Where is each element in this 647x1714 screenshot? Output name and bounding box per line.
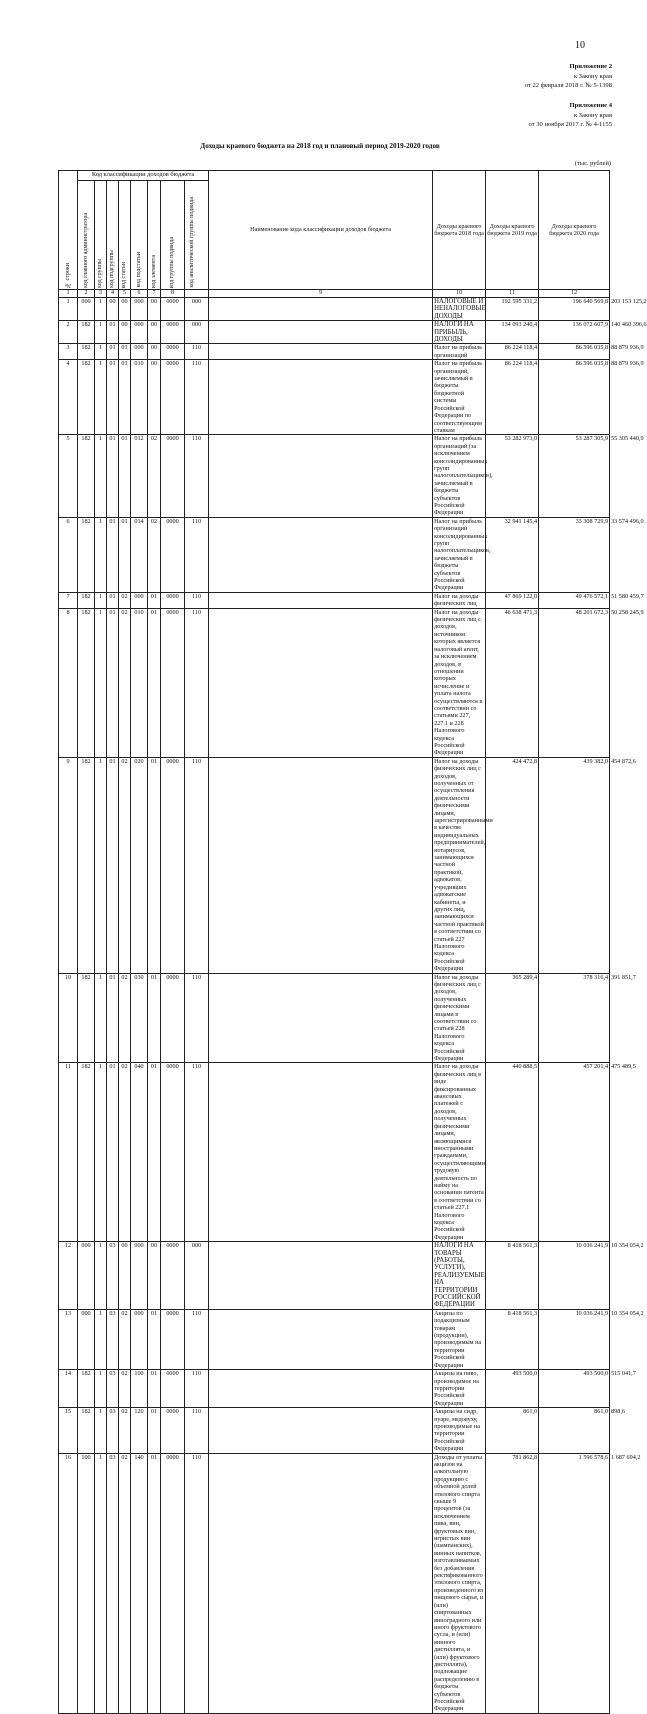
code-cell: 01 (107, 517, 119, 592)
code-cell: 0000 (161, 1063, 185, 1242)
spacer-cell (209, 608, 433, 757)
code-cell: 0000 (161, 360, 185, 435)
appendix-4-block (528, 101, 612, 130)
row-number: 5 (59, 435, 78, 517)
row-number: 2 (59, 321, 78, 344)
table-row: 1 000 1 00 00 000 00 0000 000 НАЛОГОВЫЕ И НЕНАЛОГОВЫЕ ДОХОДЫ 192 595 331,2 196 640 569,8 203 153 125,2 (59, 298, 610, 321)
code-cell: 02 (119, 1408, 131, 1453)
spacer-cell (209, 435, 433, 517)
code-cell: 03 (107, 1309, 119, 1369)
code-cell: 014 (131, 517, 148, 592)
code-cell: 01 (148, 608, 161, 757)
spacer-cell (209, 757, 433, 973)
row-number: 4 (59, 360, 78, 435)
table-row: 4 182 1 01 01 010 00 0000 110 Налог на прибыль организаций, зачисляемый в бюджеты бюджетной системы Российской Федерации по соответствующим ставкам 86 224 118,4 86 596 035,8 88 879 936,9 (59, 360, 610, 435)
spacer-cell (209, 298, 433, 321)
row-number: 1 (59, 298, 78, 321)
row-number: 10 (59, 973, 78, 1063)
code-element-header: код элемента (148, 181, 161, 290)
code-cell: 120 (131, 1408, 148, 1453)
code-cell: 0000 (161, 344, 185, 360)
code-cell: 110 (185, 973, 209, 1063)
code-cell: 0000 (161, 1408, 185, 1453)
code-cell: 01 (119, 435, 131, 517)
spacer-cell (209, 321, 433, 344)
value-2018: 8 418 561,3 (486, 1309, 539, 1369)
code-group-header: Код классификации доходов бюджета (78, 171, 209, 181)
value-2019: 53 287 305,9 (539, 435, 610, 517)
code-cell: 000 (131, 298, 148, 321)
code-cell: 1 (95, 973, 107, 1063)
code-cell: 000 (78, 298, 95, 321)
table-row: 5 182 1 01 01 012 02 0000 110 Налог на прибыль организаций (за исключением консолидированных групп налогоплательщиков), зачисляемый в бюджеты субъектов Российской Федерации 53 282 973,0 53 287 305,9 55 305 440,9 (59, 435, 610, 517)
code-cell: 110 (185, 517, 209, 592)
code-cell: 1 (95, 360, 107, 435)
code-subarticle-header: код подстатьи (131, 181, 148, 290)
spacer-cell (209, 1408, 433, 1453)
spacer-cell (209, 517, 433, 592)
code-cell: 01 (119, 360, 131, 435)
code-cell: 182 (78, 1408, 95, 1453)
code-cell: 0000 (161, 435, 185, 517)
code-subgroup-header: код подгруппы (107, 181, 119, 290)
code-cell: 000 (78, 1309, 95, 1369)
row-number: 13 (59, 1309, 78, 1369)
row-number: 8 (59, 608, 78, 757)
code-cell: 02 (148, 435, 161, 517)
table-row: 12 000 1 03 00 000 00 0000 000 НАЛОГИ НА ТОВАРЫ (РАБОТЫ, УСЛУГИ), РЕАЛИЗУЕМЫЕ НА ТЕРРИТОРИИ РОССИЙСКОЙ ФЕДЕРАЦИИ 8 418 561,3 10 036 241,9 10 354 054,2 (59, 1242, 610, 1310)
column-numbers-row: 1 2 3 4 5 6 7 8 9 10 11 12 (59, 290, 610, 298)
code-cell: 140 (131, 1453, 148, 1713)
code-cell: 110 (185, 1063, 209, 1242)
code-cell: 1 (95, 517, 107, 592)
value-2019: 493 500,0 (539, 1370, 610, 1408)
code-cell: 00 (119, 321, 131, 344)
revenue-table (58, 170, 647, 1714)
code-admin-header: код главного администратора (78, 181, 95, 290)
value-2018: 86 224 118,4 (486, 344, 539, 360)
row-number: 12 (59, 1242, 78, 1310)
code-cell: 012 (131, 435, 148, 517)
appendix-4-line1: к Закону края (573, 111, 612, 119)
row-name: Акцизы по подакцизным товарам (продукции), производимым на территории Российской Федерации (433, 1309, 486, 1369)
code-cell: 00 (148, 321, 161, 344)
code-cell: 01 (107, 360, 119, 435)
code-cell: 100 (131, 1370, 148, 1408)
row-name: Налог на прибыль организаций консолидированных групп налогоплательщиков, зачисляемый в бюджеты субъектов Российской Федерации (434, 517, 491, 592)
code-cell: 0000 (161, 321, 185, 344)
row-name: НАЛОГИ НА ПРИБЫЛЬ, ДОХОДЫ (433, 321, 486, 344)
row-number: 7 (59, 592, 78, 608)
row-number: 14 (59, 1370, 78, 1408)
code-cell: 182 (78, 973, 95, 1063)
code-cell: 1 (95, 1242, 107, 1310)
row-number: 11 (59, 1063, 78, 1242)
code-cell: 1 (95, 592, 107, 608)
code-cell: 01 (119, 344, 131, 360)
code-cell: 0000 (161, 608, 185, 757)
code-cell: 01 (119, 517, 131, 592)
row-name: Налог на доходы физических лиц с доходов, полученных физическими лицами в соответствии со статьей 228 Налогового кодекса Российской Федерации (433, 973, 486, 1063)
value-2019: 86 596 035,8 (539, 360, 610, 435)
table-row: 2 182 1 01 00 000 00 0000 000 НАЛОГИ НА ПРИБЫЛЬ, ДОХОДЫ 134 093 240,4 136 072 607,9 140 460 396,6 (59, 321, 610, 344)
appendix-2-block (525, 62, 612, 91)
row-number: 6 (59, 517, 78, 592)
row-name: Налог на доходы физических лиц с доходов, источником которых является налоговый агент, за исключением доходов, в отношении которых исчисление и уплата налога осуществляются в соответствии со статьями 227, 227.1 и 228 Налогового кодекса Российской Федерации (433, 608, 486, 757)
table-row: 15 182 1 03 02 120 01 0000 110 Акцизы на сидр, пуаре, медовуху, производимые на территории Российской Федерации 861,0 861,0 898,6 (59, 1408, 610, 1453)
row-name: НАЛОГИ НА ТОВАРЫ (РАБОТЫ, УСЛУГИ), РЕАЛИЗУЕМЫЕ НА ТЕРРИТОРИИ РОССИЙСКОЙ ФЕДЕРАЦИИ (434, 1242, 485, 1309)
value-2018: 86 224 118,4 (486, 360, 539, 435)
value-2019: 378 316,4 (539, 973, 610, 1063)
code-cell: 000 (131, 321, 148, 344)
code-cell: 000 (131, 592, 148, 608)
code-cell: 040 (131, 1063, 148, 1242)
value-2018: 493 500,0 (486, 1370, 539, 1408)
code-cell: 182 (78, 1063, 95, 1242)
code-cell: 02 (148, 517, 161, 592)
spacer-cell (209, 592, 433, 608)
code-cell: 110 (185, 344, 209, 360)
code-cell: 110 (185, 757, 209, 973)
value-2019: 48 201 672,3 (539, 608, 610, 757)
spacer-cell (209, 1370, 433, 1408)
code-cell: 1 (95, 1453, 107, 1713)
code-cell: 00 (119, 298, 131, 321)
code-cell: 00 (148, 344, 161, 360)
code-cell: 03 (107, 1242, 119, 1310)
code-cell: 03 (107, 1370, 119, 1408)
table-row: 10 182 1 01 02 030 01 0000 110 Налог на доходы физических лиц с доходов, полученных физическими лицами в соответствии со статьей 228 Налогового кодекса Российской Федерации 365 289,4 378 316,4 391 851,7 (59, 973, 610, 1063)
code-cell: 1 (95, 608, 107, 757)
table-row: 13 000 1 03 02 000 01 0000 110 Акцизы по подакцизным товарам (продукции), производимым на территории Российской Федерации 8 418 561,3 10 036 241,9 10 354 054,2 (59, 1309, 610, 1369)
code-cell: 000 (131, 1242, 148, 1310)
code-cell: 02 (119, 1453, 131, 1713)
table-row: 8 182 1 01 02 010 01 0000 110 Налог на доходы физических лиц с доходов, источником которых является налоговый агент, за исключением доходов, в отношении которых исчисление и уплата налога осуществляются в соответствии со статьями 227, 227.1 и 228 Налогового кодекса Российской Федерации 46 638 471,3 48 201 672,3 50 258 245,9 (59, 608, 610, 757)
spacer-cell (209, 344, 433, 360)
code-cell: 030 (131, 973, 148, 1063)
table-row: 11 182 1 01 02 040 01 0000 110 Налог на доходы физических лиц в виде фиксированных авансовых платежей с доходов, полученных физическими лицами, являющимися иностранными гражданами, осуществляющими трудовую деятельность по найму на основании патента в соответствии со статьей 227.1 Налогового кодекса Российской Федерации 440 888,5 457 201,4 475 489,5 (59, 1063, 610, 1242)
value-2019: 10 036 241,9 (539, 1242, 610, 1310)
value-2019: 10 036 241,9 (539, 1309, 610, 1369)
spacer-cell (209, 1309, 433, 1369)
code-cell: 0000 (161, 1309, 185, 1369)
code-cell: 0000 (161, 1242, 185, 1310)
code-cell: 02 (119, 608, 131, 757)
code-subtype-group-header: код группы подвида (161, 181, 185, 290)
code-cell: 01 (107, 1063, 119, 1242)
table-body (59, 298, 647, 1714)
value-2019: 33 308 729,9 (539, 517, 610, 592)
code-cell: 00 (148, 1242, 161, 1310)
code-cell: 0000 (161, 973, 185, 1063)
code-cell: 01 (148, 757, 161, 973)
row-name: НАЛОГОВЫЕ И НЕНАЛОГОВЫЕ ДОХОДЫ (434, 298, 486, 320)
value-2018: 134 093 240,4 (486, 321, 539, 344)
code-cell: 01 (107, 321, 119, 344)
row-name: Налог на прибыль организаций (433, 344, 486, 360)
code-cell: 1 (95, 1370, 107, 1408)
value-2018: 781 862,8 (486, 1453, 539, 1713)
code-cell: 00 (148, 360, 161, 435)
code-cell: 010 (131, 608, 148, 757)
code-cell: 1 (95, 1309, 107, 1369)
table-row: 9 182 1 01 02 020 01 0000 110 Налог на доходы физических лиц с доходов, полученных от осуществления деятельности физическими лицами, зарегистрированными в качестве индивидуальных предпринимателей, нотариусов, занимающихся частной практикой, адвокатов, учредивших адвокатские кабинеты, и других лиц, занимающихся частной практикой в соответствии со статьей 227 Налогового кодекса Российской Федерации 424 472,8 439 382,0 454 872,6 (59, 757, 610, 973)
document-title: Доходы краевого бюджета на 2018 год и плановый период 2019-2020 годов (200, 142, 440, 150)
row-name: Налог на прибыль организаций, зачисляемый в бюджеты бюджетной системы Российской Федерации по соответствующим ставкам (433, 360, 486, 435)
code-cell: 110 (185, 1309, 209, 1369)
code-cell: 00 (119, 1242, 131, 1310)
code-cell: 01 (107, 757, 119, 973)
code-cell: 182 (78, 435, 95, 517)
row-name: Акцизы на пиво, производимое на территории Российской Федерации (433, 1370, 486, 1408)
code-cell: 01 (148, 592, 161, 608)
value-2019: 861,0 (539, 1408, 610, 1453)
code-cell: 01 (148, 1309, 161, 1369)
value-2018: 192 595 331,2 (486, 298, 539, 321)
code-cell: 01 (148, 1408, 161, 1453)
code-cell: 01 (107, 344, 119, 360)
appendix-2-line2: от 22 февраля 2018 г. № 5-1398 (524, 82, 612, 89)
value-2019: 457 201,4 (539, 1063, 610, 1242)
table-row: 7 182 1 01 02 000 01 0000 110 Налог на доходы физических лиц 47 869 122,0 49 476 572,1 51 580 459,7 (59, 592, 610, 608)
code-cell: 110 (185, 1408, 209, 1453)
units-label: (тыс. рублей) (574, 160, 611, 167)
value-2019: 86 596 035,8 (539, 344, 610, 360)
code-cell: 182 (78, 1370, 95, 1408)
code-cell: 1 (95, 344, 107, 360)
row-name: Налог на доходы физических лиц в виде фиксированных авансовых платежей с доходов, полученных физическими лицами, являющимися иностранными гражданами, осуществляющими трудовую деятельность по найму на основании патента в соответствии со статьей 227.1 Налогового кодекса Российской Федерации (434, 1063, 485, 1241)
code-cell: 110 (185, 608, 209, 757)
code-cell: 020 (131, 757, 148, 973)
code-cell: 110 (185, 592, 209, 608)
code-cell: 01 (148, 973, 161, 1063)
code-cell: 1 (95, 1063, 107, 1242)
code-cell: 01 (148, 1063, 161, 1242)
value-2019: 196 640 569,8 (539, 298, 610, 321)
code-cell: 182 (78, 592, 95, 608)
appendix-4-title: Приложение 4 (569, 102, 612, 109)
code-cell: 010 (131, 360, 148, 435)
row-name: Налог на прибыль организаций (за исключением консолидированных групп налогоплательщиков), зачисляемый в бюджеты субъектов Российской Федерации (434, 435, 493, 517)
value-2018: 8 418 561,3 (486, 1242, 539, 1310)
spacer-cell (209, 360, 433, 435)
value-2019: 136 072 607,9 (539, 321, 610, 344)
row-number: 16 (59, 1453, 78, 1713)
value-2019: 439 382,0 (539, 757, 610, 973)
row-number: 9 (59, 757, 78, 973)
name-header: Наименование кода классификации доходов бюджета (209, 171, 433, 290)
appendix-4-line2: от 30 ноября 2017 г. № 4-1155 (528, 121, 612, 128)
code-cell: 182 (78, 757, 95, 973)
code-cell: 000 (131, 344, 148, 360)
code-cell: 01 (148, 1453, 161, 1713)
code-cell: 02 (119, 1370, 131, 1408)
value-2019: 1 596 578,6 (539, 1453, 610, 1713)
code-cell: 182 (78, 321, 95, 344)
code-cell: 02 (119, 592, 131, 608)
code-cell: 000 (185, 298, 209, 321)
value-2018: 47 869 122,0 (486, 592, 539, 608)
row-name: Акцизы на сидр, пуаре, медовуху, производимые на территории Российской Федерации (433, 1408, 486, 1453)
code-cell: 1 (95, 321, 107, 344)
value-2018: 365 289,4 (486, 973, 539, 1063)
year-2018-header: Доходы краевого бюджета 2018 года (433, 171, 486, 290)
code-cell: 02 (119, 973, 131, 1063)
table-row: 6 182 1 01 01 014 02 0000 110 Налог на прибыль организаций консолидированных групп налогоплательщиков, зачисляемый в бюджеты субъектов Российской Федерации 32 941 145,4 33 308 729,9 33 574 496,0 (59, 517, 610, 592)
value-2018: 32 941 145,4 (486, 517, 539, 592)
code-cell: 0000 (161, 517, 185, 592)
row-number: 3 (59, 344, 78, 360)
code-cell: 182 (78, 360, 95, 435)
code-cell: 01 (107, 435, 119, 517)
code-cell: 01 (107, 973, 119, 1063)
code-cell: 1 (95, 757, 107, 973)
code-cell: 00 (107, 298, 119, 321)
code-cell: 02 (119, 757, 131, 973)
row-name: Налог на доходы физических лиц (433, 592, 486, 608)
code-cell: 0000 (161, 1370, 185, 1408)
value-2018: 424 472,8 (486, 757, 539, 973)
code-cell: 01 (107, 608, 119, 757)
value-2019: 49 476 572,1 (539, 592, 610, 608)
code-cell: 182 (78, 517, 95, 592)
table-row: 14 182 1 03 02 100 01 0000 110 Акцизы на пиво, производимое на территории Российской Федерации 493 500,0 493 500,0 515 041,7 (59, 1370, 610, 1408)
code-cell: 02 (119, 1309, 131, 1369)
code-cell: 100 (78, 1453, 95, 1713)
code-cell: 03 (107, 1408, 119, 1453)
code-cell: 110 (185, 360, 209, 435)
spacer-cell (209, 1453, 433, 1713)
appendix-2-line1: к Закону края (573, 72, 612, 80)
code-cell: 0000 (161, 592, 185, 608)
code-cell: 02 (119, 1063, 131, 1242)
value-2018: 53 282 973,0 (486, 435, 539, 517)
spacer-cell (209, 1242, 433, 1310)
appendix-2-title: Приложение 2 (569, 63, 612, 70)
code-cell: 0000 (161, 298, 185, 321)
code-cell: 182 (78, 608, 95, 757)
value-2018: 861,0 (486, 1408, 539, 1453)
page-number: 10 (575, 40, 585, 51)
row-number-header: № строки (59, 171, 78, 290)
code-group-col-header: код группы (95, 181, 107, 290)
code-cell: 182 (78, 344, 95, 360)
year-2019-header: Доходы краевого бюджета 2019 года (486, 171, 539, 290)
code-cell: 000 (78, 1242, 95, 1310)
code-cell: 000 (185, 321, 209, 344)
table-row: 3 182 1 01 01 000 00 0000 110 Налог на прибыль организаций 86 224 118,4 86 596 035,8 88 879 936,9 (59, 344, 610, 360)
code-article-header: код статьи (119, 181, 131, 290)
spacer-cell (209, 973, 433, 1063)
row-name: Доходы от уплаты акцизов на алкогольную продукцию с объемной долей этилового спирта свыше 9 процентов (за исключением пива, вин, фруктовых вин, игристых вин (шампанских), винных напитков, изготавливаемых без добавления ректификованного этилового спирта, произведенного из пищевого сырья, и (или) спиртованных виноградного или иного фруктового сусла, и (или) винного дистиллята, и (или) фруктового дистиллята), подлежащие распределению в бюджеты субъектов Российской Федерации (433, 1453, 486, 1713)
code-cell: 1 (95, 435, 107, 517)
code-cell: 000 (185, 1242, 209, 1310)
code-cell: 1 (95, 298, 107, 321)
code-cell: 110 (185, 435, 209, 517)
code-cell: 110 (185, 1453, 209, 1713)
year-2020-header: Доходы краевого бюджета 2020 года (539, 171, 610, 290)
row-number: 15 (59, 1408, 78, 1453)
code-cell: 01 (107, 592, 119, 608)
value-2018: 46 638 471,3 (486, 608, 539, 757)
code-cell: 0000 (161, 757, 185, 973)
code-cell: 03 (107, 1453, 119, 1713)
table-row: 16 100 1 03 02 140 01 0000 110 Доходы от уплаты акцизов на алкогольную продукцию с объемной долей этилового спирта свыше 9 процентов (за исключением пива, вин, фруктовых вин, игристых вин (шампанских), винных напитков, изготавливаемых без добавления ректификованного этилового спирта, произведенного из пищевого сырья, и (или) спиртованных виноградного или иного фруктового сусла, и (или) винного дистиллята, и (или) фруктового дистиллята), подлежащие распределению в бюджеты субъектов Российской Федерации 781 862,8 1 596 578,6 1 687 694,2 (59, 1453, 610, 1713)
code-cell: 00 (148, 298, 161, 321)
code-cell: 110 (185, 1370, 209, 1408)
code-cell: 1 (95, 1408, 107, 1453)
code-cell: 0000 (161, 1453, 185, 1713)
spacer-cell (209, 1063, 433, 1242)
value-2018: 440 888,5 (486, 1063, 539, 1242)
code-analytic-group-header: код аналитической группы подвида (185, 181, 209, 290)
code-cell: 01 (148, 1370, 161, 1408)
code-cell: 000 (131, 1309, 148, 1369)
row-name: Налог на доходы физических лиц с доходов, полученных от осуществления деятельности физическими лицами, зарегистрированными в качестве индивидуальных предпринимателей, нотариусов, занимающихся частной практикой, адвокатов, учредивших адвокатские кабинеты, и других лиц, занимающихся частной практикой в соответствии со статьей 227 Налогового кодекса Российской Федерации (434, 757, 493, 973)
